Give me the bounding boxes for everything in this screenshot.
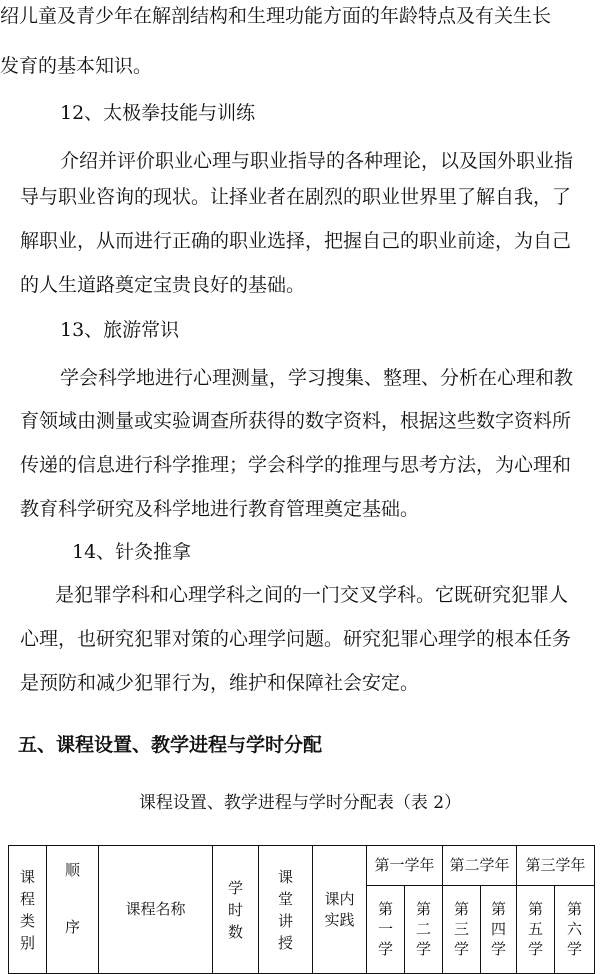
paragraph-line: 导与职业咨询的现状。让择业者在剧烈的职业世界里了解自我，了 — [20, 186, 572, 208]
header-year-2: 第二学年 — [443, 846, 517, 886]
header-order-top: 顺 — [64, 861, 80, 879]
header-term-5: 第五学 — [517, 886, 555, 974]
section-title: 五、课程设置、教学进程与学时分配 — [18, 734, 323, 756]
header-year-1: 第一学年 — [367, 846, 443, 886]
paragraph-line: 介绍并评价职业心理与职业指导的各种理论，以及国外职业指 — [60, 150, 574, 172]
paragraph-line: 教育科学研究及科学地进行教育管理奠定基础。 — [20, 498, 420, 520]
paragraph-line: 是预防和减少犯罪行为，维护和保障社会安定。 — [20, 672, 420, 694]
table-caption: 课程设置、教学进程与学时分配表（表 2） — [138, 793, 462, 813]
header-term-3: 第三学 — [443, 886, 481, 974]
paragraph-line: 绍儿童及青少年在解剖结构和生理功能方面的年龄特点及有关生长 — [0, 5, 552, 27]
header-year-3: 第三学年 — [517, 846, 595, 886]
header-course-name: 课程名称 — [99, 846, 213, 974]
header-term-4: 第四学 — [481, 886, 517, 974]
paragraph-line: 心理，也研究犯罪对策的心理学问题。研究犯罪心理学的根本任务 — [20, 628, 572, 650]
header-term-2: 第二学 — [405, 886, 443, 974]
paragraph-line: 解职业，从而进行正确的职业选择，把握自己的职业前途，为自己 — [20, 230, 572, 252]
header-term-6: 第六学 — [555, 886, 595, 974]
paragraph-line: 传递的信息进行科学推理；学会科学的推理与思考方法，为心理和 — [20, 454, 572, 476]
paragraph-line: 的人生道路奠定宝贵良好的基础。 — [20, 274, 306, 296]
course-table — [8, 845, 595, 974]
subheading-14: 14、针灸推拿 — [72, 541, 192, 563]
header-practice: 课内实践 — [313, 846, 367, 974]
header-category: 课程类别 — [9, 846, 47, 974]
paragraph-line: 发育的基本知识。 — [0, 55, 153, 77]
header-hours: 学时数 — [213, 846, 259, 974]
paragraph-line: 育领域由测量或实验调查所获得的数字资料，根据这些数字资料所 — [20, 410, 572, 432]
paragraph-line: 学会科学地进行心理测量，学习搜集、整理、分析在心理和教 — [60, 367, 574, 389]
subheading-13: 13、旅游常识 — [60, 319, 180, 341]
paragraph-line: 是犯罪学科和心理学科之间的一门交叉学科。它既研究犯罪人 — [55, 584, 569, 606]
subheading-12: 12、太极拳技能与训练 — [60, 102, 256, 124]
header-lecture: 课堂讲授 — [259, 846, 313, 974]
header-order-bottom: 序 — [64, 918, 80, 936]
header-term-1: 第一学 — [367, 886, 405, 974]
header-order — [47, 846, 99, 974]
